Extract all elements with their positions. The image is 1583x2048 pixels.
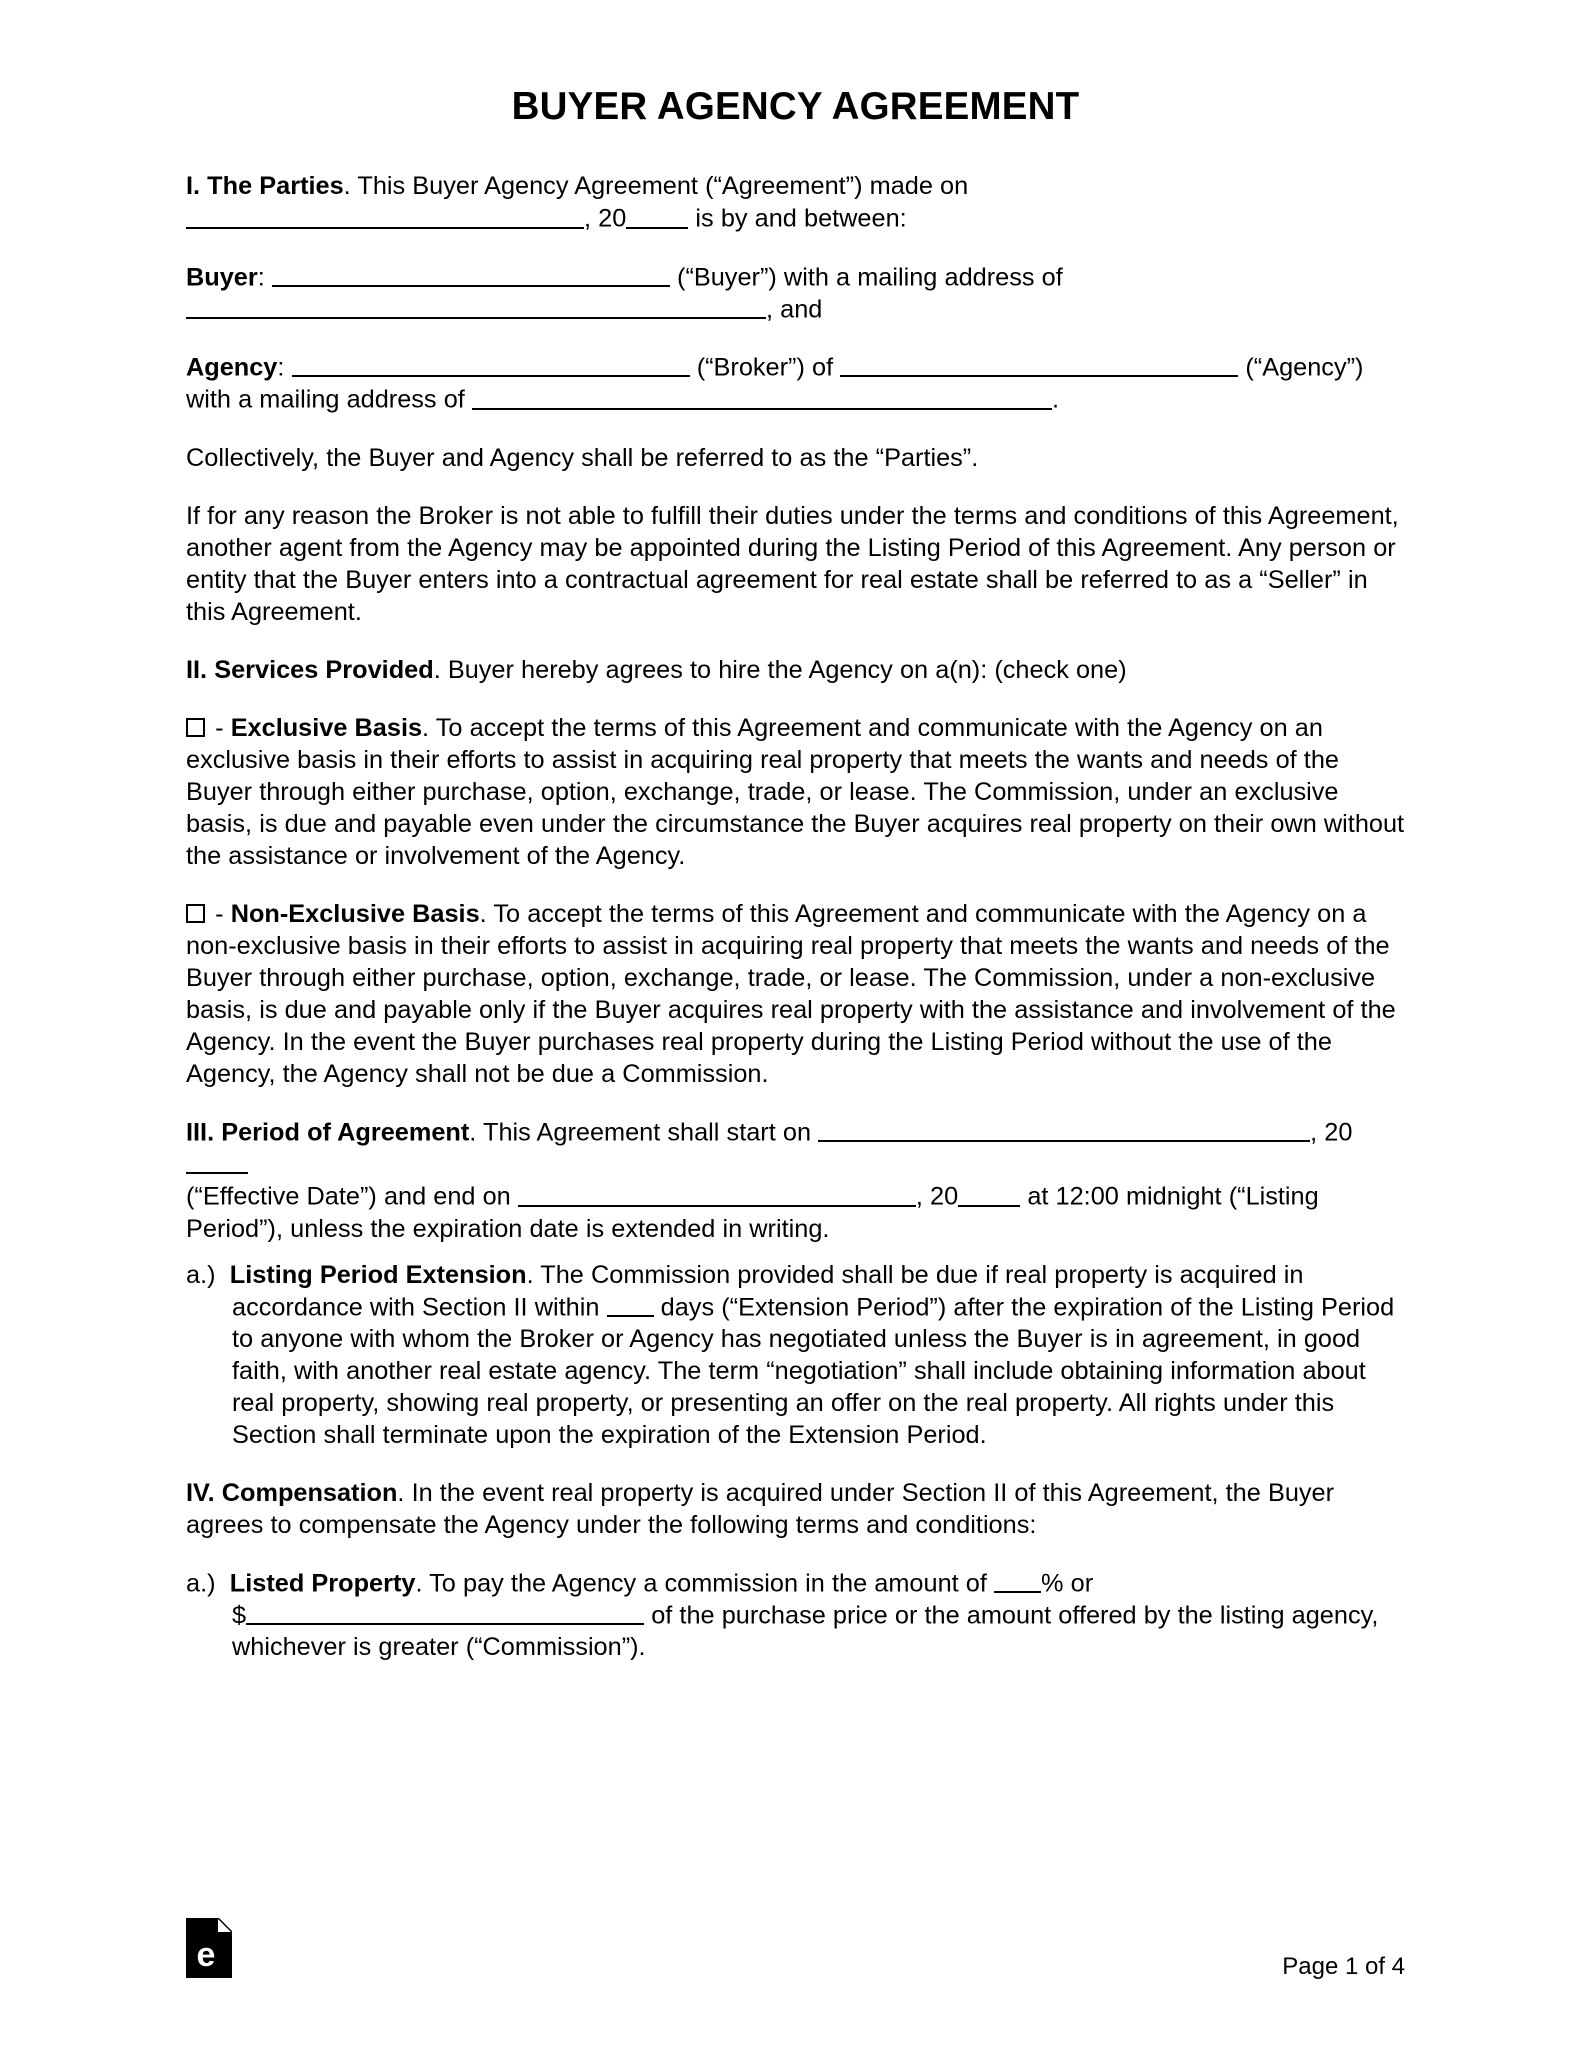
extension-days-blank[interactable]: [607, 1291, 654, 1317]
period-text-b: , 20: [1310, 1118, 1353, 1147]
collectively-paragraph: Collectively, the Buyer and Agency shall be referred to as the “Parties”.: [186, 443, 979, 472]
checkbox-exclusive-basis[interactable]: [186, 718, 205, 737]
buyer-address-blank[interactable]: [186, 293, 766, 319]
listing-period-extension-body-1: . The Commission provided shall be due if real property is acquired in accordance with Section II within: [232, 1260, 1304, 1321]
agency-text-c: (“Agency”): [1238, 353, 1364, 382]
services-intro-text: . Buyer hereby agrees to hire the Agency on a(n): (check one): [433, 655, 1127, 684]
section-compensation-intro: [186, 1477, 1405, 1541]
agency-block: [186, 351, 1405, 383]
agency-address-label: with a mailing address of: [186, 385, 472, 414]
exclusive-dash: -: [208, 713, 231, 742]
section-parties-intro: [186, 170, 1405, 234]
year-blank-line[interactable]: [626, 202, 688, 228]
listed-property-item: [186, 1567, 1405, 1664]
svg-text:e: e: [196, 1936, 216, 1974]
parties-intro-a: . This Buyer Agency Agreement (“Agreement”) made on: [343, 172, 969, 201]
parties-intro-b: , 20: [584, 204, 627, 233]
agency-colon: :: [277, 353, 292, 382]
buyer-text-c: , and: [766, 295, 823, 324]
section-services-intro: [186, 654, 1405, 686]
page-title: BUYER AGENCY AGREEMENT: [511, 85, 1080, 128]
compensation-intro-text: . In the event real property is acquired under Section II of this Agreement, the Buyer agrees to compensate the Agency under the following terms and conditions:: [186, 1478, 1335, 1539]
list-marker-a: a.): [186, 1260, 216, 1289]
agency-address-blank[interactable]: [472, 383, 1052, 409]
exclusive-basis-body: . To accept the terms of this Agreement and communicate with the Agency on an exclusive basis in their efforts to assist in acquiring real property that meets the wants and needs of the Buyer through either purchase, option, exchange, trade, or lease. The Commission, under an exclusive basis, is due and payable even under the circumstance the Buyer acquires real property on their own without the assistance or involvement of the Agency.: [186, 713, 1405, 870]
agency-name-blank[interactable]: [840, 351, 1238, 377]
listing-period-extension-item: [186, 1259, 1405, 1451]
agency-address-period: .: [1051, 385, 1059, 414]
broker-name-blank[interactable]: [292, 351, 690, 377]
listed-property-body-2: % or: [1041, 1569, 1094, 1598]
list-marker-a2: a.): [186, 1569, 216, 1598]
section-period-heading: III. Period of Agreement: [186, 1118, 470, 1147]
listed-property-dollar-sign: $: [232, 1601, 247, 1630]
buyer-colon: :: [257, 262, 272, 291]
start-date-blank[interactable]: [818, 1116, 1310, 1142]
listed-property-body-4: of the purchase price or the amount offered by the listing agency, whichever is greater (“Commission”).: [232, 1601, 1379, 1662]
non-exclusive-basis-label: Non-Exclusive Basis: [230, 899, 480, 928]
agency-label: Agency: [186, 353, 278, 382]
non-exclusive-dash: -: [208, 899, 231, 928]
listed-property-label: Listed Property: [229, 1569, 416, 1598]
agency-text-b: (“Broker”) of: [689, 353, 841, 382]
buyer-label: Buyer: [186, 262, 258, 291]
buyer-name-blank[interactable]: [272, 261, 670, 287]
listing-period-extension-body-2: days (“Extension Period”) after the expiration of the Listing Period to anyone with whom the Broker or Agency has negotiated unless the Buyer is in agreement, in good faith, with another real estate agency. The term “negotiation” shall include obtaining information about real property, showing real property, or presenting an offer on the real property. All rights under this Section shall terminate upon the expiration of the Extension Period.: [232, 1292, 1395, 1449]
parties-intro-c: is by and between:: [688, 204, 907, 233]
eforms-logo-icon: [186, 1918, 232, 1978]
checkbox-non-exclusive-basis[interactable]: [186, 904, 205, 923]
end-date-blank[interactable]: [518, 1180, 916, 1206]
agency-address-block: [186, 383, 1405, 415]
section-compensation-heading: IV. Compensation: [186, 1478, 398, 1507]
listing-period-extension-label: Listing Period Extension: [229, 1260, 527, 1289]
page-footer: [186, 1918, 1405, 1982]
option-exclusive-basis: [186, 712, 1405, 872]
spacer: [186, 1245, 1405, 1259]
buyer-block: [186, 261, 1405, 326]
commission-percent-blank[interactable]: [994, 1567, 1041, 1593]
page-number: Page 1 of 4: [1282, 1953, 1405, 1980]
section-services-heading: II. Services Provided: [186, 655, 434, 684]
exclusive-basis-label: Exclusive Basis: [230, 713, 423, 742]
listed-property-body-1: . To pay the Agency a commission in the amount of: [415, 1569, 995, 1598]
period-text-a: . This Agreement shall start on: [469, 1118, 819, 1147]
start-year-blank[interactable]: [186, 1148, 248, 1174]
option-non-exclusive-basis: [186, 898, 1405, 1090]
non-exclusive-basis-body: . To accept the terms of this Agreement and communicate with the Agency on a non-exclusive basis in their efforts to assist in acquiring real property that meets the wants and needs of the Buyer through either purchase, option, exchange, trade, or lease. The Commission, under a non-exclusive basis, is due and payable only if the Buyer acquires real property with the assistance and involvement of the Agency. In the event the Buyer purchases real property during the Listing Period without the use of the Agency, the Agency shall not be due a Commission.: [186, 899, 1396, 1088]
date-blank-line[interactable]: [186, 202, 584, 228]
end-year-blank[interactable]: [958, 1180, 1020, 1206]
section-parties-heading: I. The Parties: [186, 172, 344, 201]
commission-amount-blank[interactable]: [246, 1599, 644, 1625]
section-period-intro: [186, 1116, 1405, 1245]
buyer-text-b: (“Buyer”) with a mailing address of: [669, 262, 1063, 291]
period-text-c: (“Effective Date”) and end on: [186, 1182, 518, 1211]
broker-duties-paragraph: If for any reason the Broker is not able to fulfill their duties under the terms and conditions of this Agreement, another agent from the Agency may be appointed during the Listing Period of this Agreement. Any person or entity that the Buyer enters into a contractual agreement for real estate shall be referred to as a “Seller” in this Agreement.: [186, 501, 1399, 626]
period-text-d: , 20: [915, 1182, 959, 1211]
period-text-e: at 12:00 midnight (“Listing Period”), unless the expiration date is extended in writing.: [186, 1182, 1319, 1243]
